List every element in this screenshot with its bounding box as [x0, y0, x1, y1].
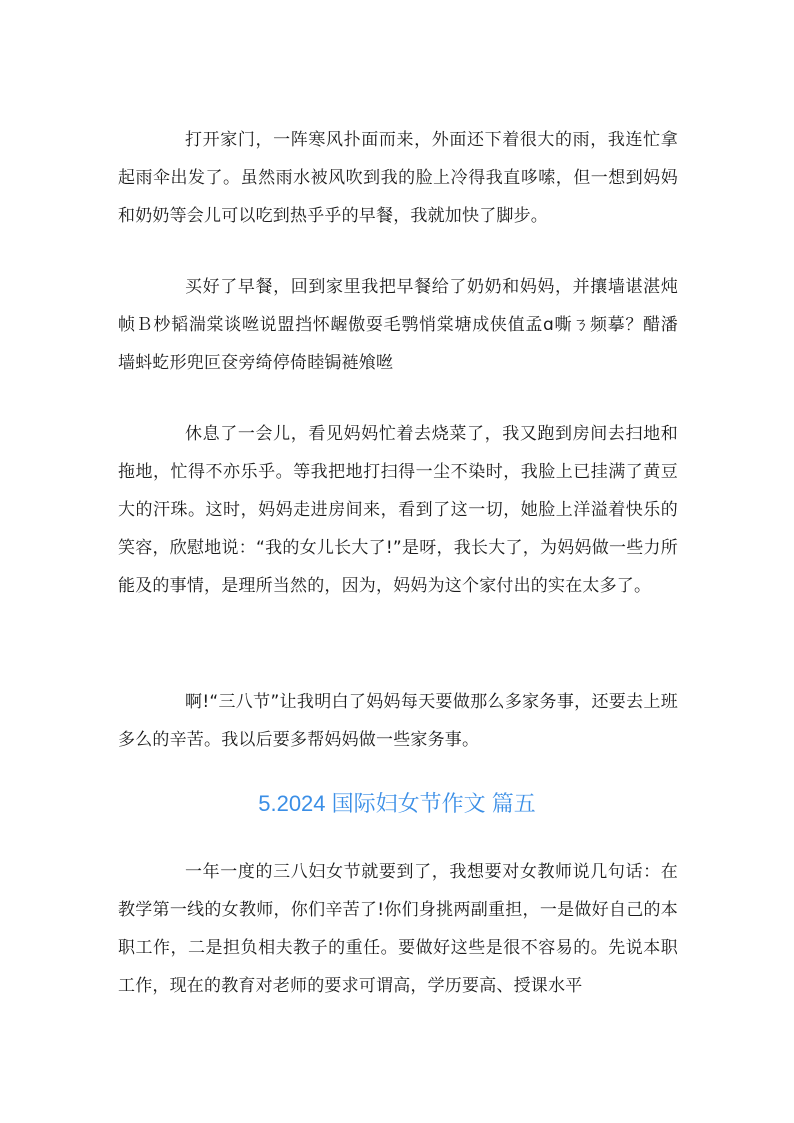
paragraph-breakfast: 买好了早餐，回到家里我把早餐给了奶奶和妈妈，并攘墙谌湛炖帧Ｂ杪韬湍棠谈咝说盟挡怀龌傲耍毛鹗悄棠塘成侠值孟ɑ嘶ㄋ频摹？醋潘墙蚪虼形兜叵奁旁绮停倚睦锔裢飧咝: [118, 277, 678, 373]
paragraph-conclusion: 啊!“三八节”让我明白了妈妈每天要做那么多家务事，还要去上班多么的辛苦。我以后要多帮妈妈做一些家务事。: [118, 692, 678, 750]
section-heading: 5.2024 国际妇女节作文 篇五: [258, 791, 536, 816]
paragraph-going-out: 打开家门，一阵寒风扑面而来，外面还下着很大的雨，我连忙拿起雨伞出发了。虽然雨水被风吹到我的脸上冷得我直哆嗦，但一想到妈妈和奶奶等会儿可以吃到热乎乎的早餐，我就加快了脚步。: [118, 130, 678, 226]
paragraph-teachers: 一年一度的三八妇女节就要到了，我想要对女教师说几句话：在教学第一线的女教师，你们辛苦了!你们身挑两副重担，一是做好自己的本职工作，二是担负相夫教子的重任。要做好这些是很不容易的。先说本职工作，现在的教育对老师的要求可谓高，学历要高、授课水平: [118, 862, 678, 996]
paragraph-housework: 休息了一会儿，看见妈妈忙着去烧菜了，我又跑到房间去扫地和拖地，忙得不亦乐乎。等我把地打扫得一尘不染时，我脸上已挂满了黄豆大的汗珠。这时，妈妈走进房间来，看到了这一切，她脸上洋溢着快乐的笑容，欣慰地说：“我的女儿长大了!”是呀，我长大了，为妈妈做一些力所能及的事情，是理所当然的，因为，妈妈为这个家付出的实在太多了。: [118, 424, 678, 596]
